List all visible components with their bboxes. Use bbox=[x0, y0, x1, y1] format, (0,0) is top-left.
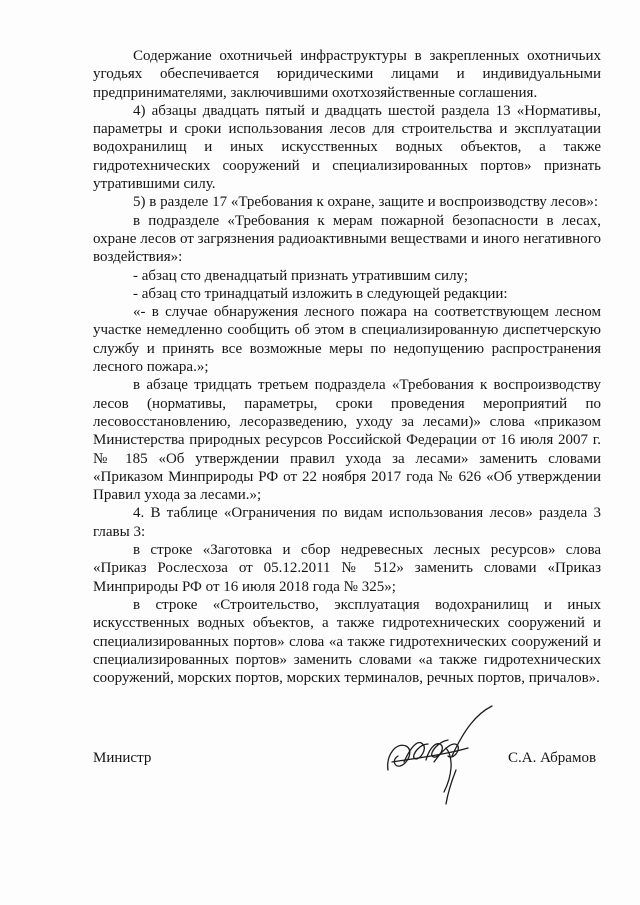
signatory-position: Министр bbox=[93, 750, 152, 766]
paragraph-clause-112: - абзац сто двенадцатый признать утратившим силу; bbox=[133, 267, 469, 284]
paragraph-item-4-section-13: 4) абзацы двадцать пятый и двадцать шестой раздела 13 «Нормативы, параметры и сроки использования лесов для строительства и эксплуатации водохранилищ и иных искусственных водных объектов, а также гидротехнических сооружений и специализированных портов» признать утратившими силу. bbox=[93, 102, 601, 193]
paragraph-item-5-section-17: 5) в разделе 17 «Требования к охране, защите и воспроизводству лесов»: bbox=[133, 194, 598, 211]
paragraph-hunting-infrastructure: Содержание охотничьей инфраструктуры в закрепленных охотничьих угодьях обеспечивается юридическими лицами и индивидуальными предпринимателями, заключившими охотхозяйственные соглашения. bbox=[93, 48, 601, 101]
paragraph-fire-safety-subsection: в подразделе «Требования к мерам пожарной безопасности в лесах, охране лесов от загрязнения радиоактивными веществами и иного негативного воздействия»: bbox=[93, 212, 601, 266]
paragraph-non-timber-row: в строке «Заготовка и сбор недревесных лесных ресурсов» слова «Приказ Рослесхоза от 05.12.2011 № 512» заменить словами «Приказ Минприроды РФ от 16 июля 2018 года № 325»; bbox=[93, 542, 601, 595]
paragraph-reforestation-subsection: в абзаце тридцать третьем подраздела «Требования к воспроизводству лесов (нормативы, параметры, сроки проведения мероприятий по лесовосстановлению, лесоразведению, уходу за лесами)» слова «приказом Министерства природных ресурсов Российской Федерации от 16 июля 2007 г. № 185 «Об утверждении правил ухода за лесами» заменить словами «Приказом Минприроды РФ от 22 ноября 2017 года № 626 «Об утверждении Правил ухода за лесами.»; bbox=[93, 377, 601, 504]
paragraph-item-4-table: 4. В таблице «Ограничения по видам использования лесов» раздела 3 главы 3: bbox=[93, 505, 601, 540]
handwritten-signature bbox=[368, 700, 498, 810]
paragraph-construction-row: в строке «Строительство, эксплуатация водохранилищ и иных искусственных водных объектов, а также гидротехнических сооружений и специализированных портов» слова «а также гидротехнических сооружений и специализированных портов» заменить словами «а также гидротехнических сооружений, морских портов, морских терминалов, речных портов, причалов». bbox=[93, 596, 601, 687]
signatory-name: С.А. Абрамов bbox=[508, 750, 597, 766]
paragraph-fire-report-text: «- в случае обнаружения лесного пожара на соответствующем лесном участке немедленно сообщить об этом в специализированную диспетчерскую службу и принять все возможные меры по недопущению распространения лесного пожара.»; bbox=[93, 304, 601, 376]
document-body bbox=[93, 47, 601, 687]
paragraph-clause-113: - абзац сто тринадцатый изложить в следующей редакции: bbox=[133, 285, 508, 302]
